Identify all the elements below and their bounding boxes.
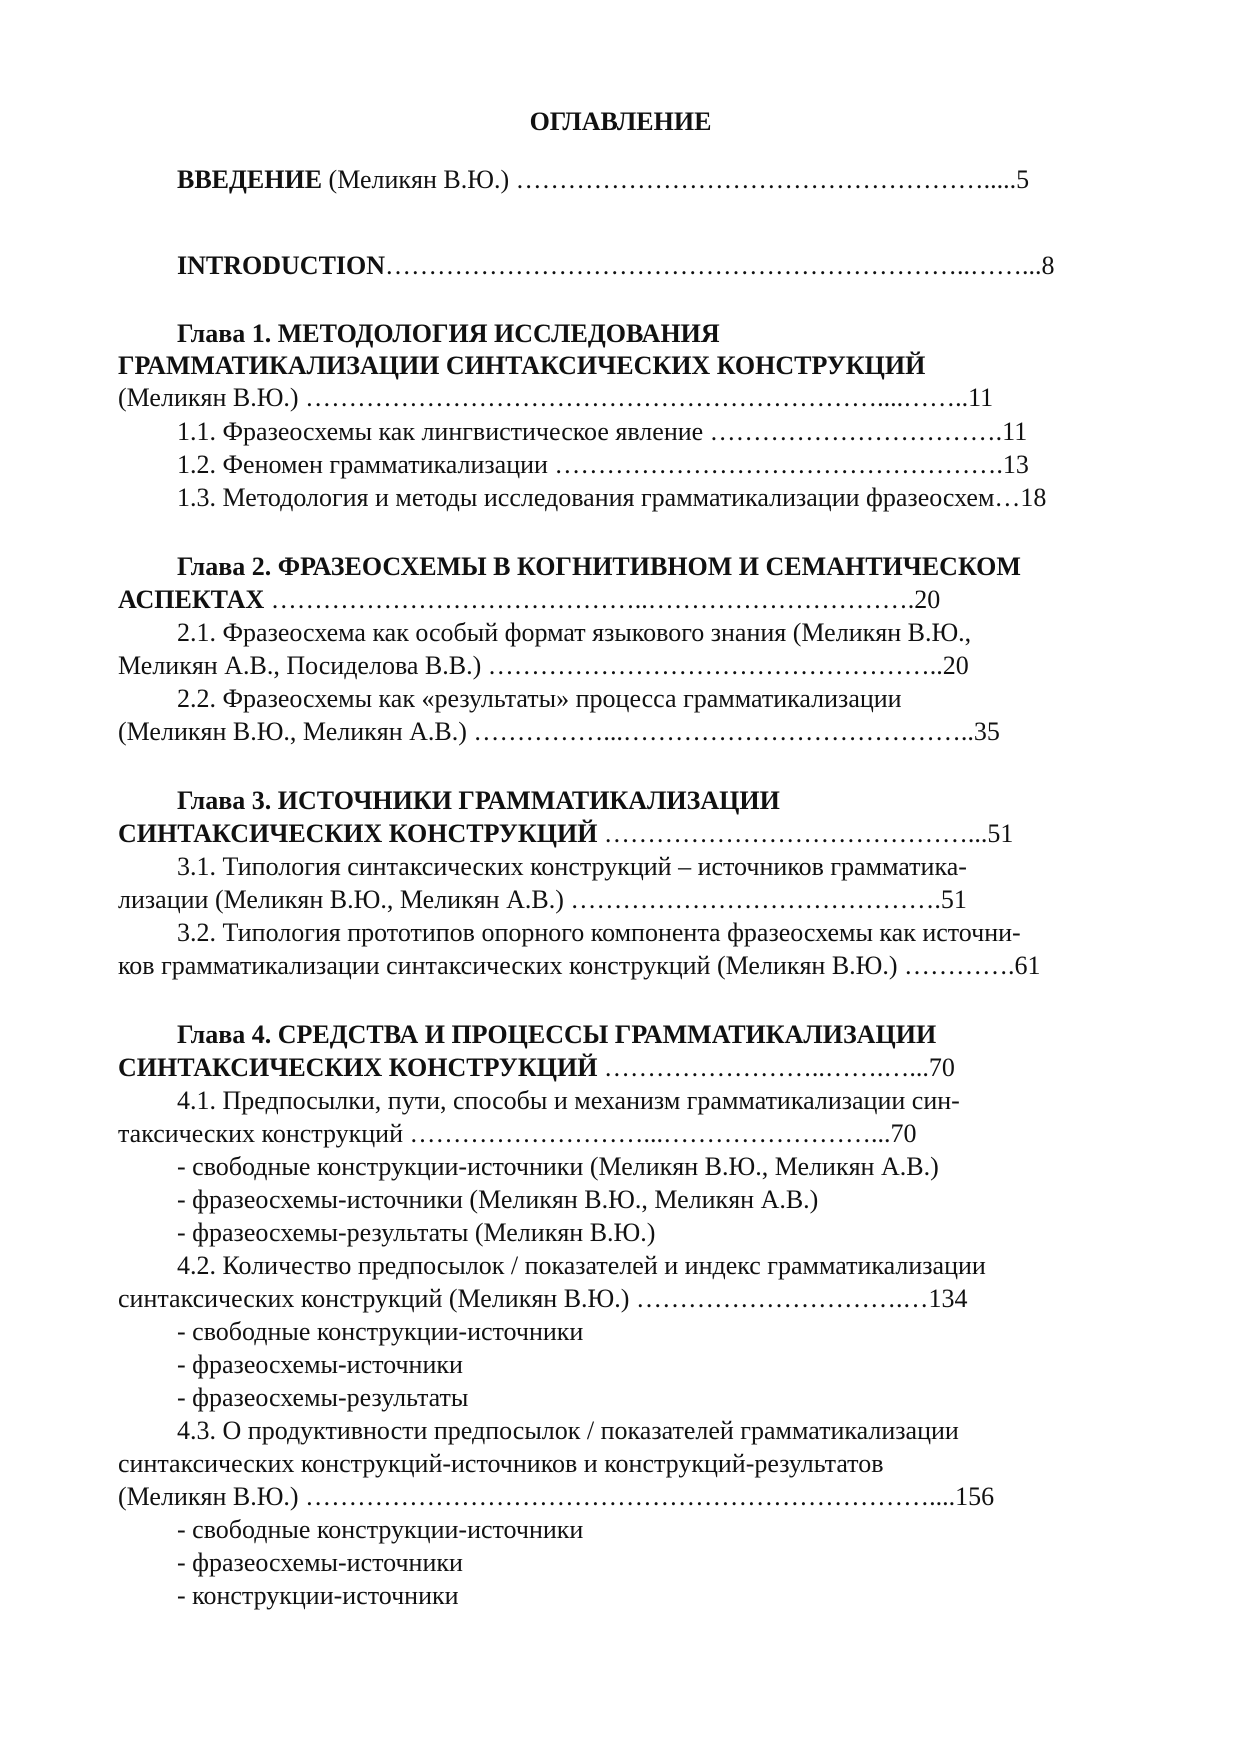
toc-entry-introduction-ru[interactable] xyxy=(177,164,1029,196)
chapter-4-title-line-2[interactable] xyxy=(118,1052,955,1084)
section-4-1-line-2[interactable]: таксических конструкций ………………………...……………………...70 xyxy=(118,1119,917,1148)
entry-label: СИНТАКСИЧЕСКИХ КОНСТРУКЦИЙ xyxy=(118,819,598,848)
section-1-2[interactable]: 1.2. Феномен грамматикализации …………………………………………….13 xyxy=(177,450,1029,479)
subitem: - фразеосхемы-источники (Меликян В.Ю., Меликян А.В.) xyxy=(177,1185,819,1214)
subitem: - фразеосхемы-результаты xyxy=(177,1383,469,1412)
section-4-2-line-1[interactable]: 4.2. Количество предпосылок / показателей и индекс грамматикализации xyxy=(177,1251,986,1280)
section-3-2-line-2[interactable]: ков грамматикализации синтаксических конструкций (Меликян В.Ю.) ………….61 xyxy=(118,951,1041,980)
entry-label: ВВЕДЕНИЕ xyxy=(177,165,323,194)
chapter-2-title-line-2[interactable] xyxy=(118,584,940,616)
entry-label: СИНТАКСИЧЕСКИХ КОНСТРУКЦИЙ xyxy=(118,1053,598,1082)
chapter-2-title-line-1[interactable]: Глава 2. ФРАЗЕОСХЕМЫ В КОГНИТИВНОМ И СЕМАНТИЧЕСКОМ xyxy=(177,552,1021,581)
subitem: - фразеосхемы-источники xyxy=(177,1548,463,1577)
chapter-1-author-line[interactable]: (Меликян В.Ю.) …………………………………………………………....……..11 xyxy=(118,383,994,412)
section-2-1-line-1[interactable]: 2.1. Фразеосхема как особый формат языкового знания (Меликян В.Ю., xyxy=(177,618,972,647)
toc-entry-introduction-en[interactable] xyxy=(177,250,1055,282)
subitem: - фразеосхемы-источники xyxy=(177,1350,463,1379)
section-4-3-line-2[interactable]: синтаксических конструкций-источников и конструкций-результатов xyxy=(118,1449,884,1478)
entry-text: …………………………………………………………..……...8 xyxy=(385,251,1055,280)
subitem: - свободные конструкции-источники xyxy=(177,1317,584,1346)
section-2-2-line-2[interactable]: (Меликян В.Ю., Меликян А.В.) ……………...…………………………………..35 xyxy=(118,717,1000,746)
chapter-4-title-line-1[interactable]: Глава 4. СРЕДСТВА И ПРОЦЕССЫ ГРАММАТИКАЛИЗАЦИИ xyxy=(177,1020,937,1049)
section-4-1-line-1[interactable]: 4.1. Предпосылки, пути, способы и механизм грамматикализации син- xyxy=(177,1086,960,1115)
entry-text: (Меликян В.Ю.) ……………………………………………….....5 xyxy=(322,165,1030,194)
chapter-3-title-line-2[interactable] xyxy=(118,818,1013,850)
section-1-1[interactable]: 1.1. Фразеосхемы как лингвистическое явление …………………………….11 xyxy=(177,417,1028,446)
subitem: - свободные конструкции-источники xyxy=(177,1515,584,1544)
chapter-3-title-line-1[interactable]: Глава 3. ИСТОЧНИКИ ГРАММАТИКАЛИЗАЦИИ xyxy=(177,786,780,815)
section-4-3-line-3[interactable]: (Меликян В.Ю.) ………………………………………………………………....156 xyxy=(118,1482,995,1511)
section-1-3[interactable]: 1.3. Методология и методы исследования грамматикализации фразеосхем…18 xyxy=(177,483,1047,512)
entry-text: ……………………..…….…...70 xyxy=(597,1053,955,1082)
section-3-1-line-2[interactable]: лизации (Меликян В.Ю., Меликян А.В.) …………………………………….51 xyxy=(118,885,967,914)
chapter-1-title-line-2[interactable]: ГРАММАТИКАЛИЗАЦИИ СИНТАКСИЧЕСКИХ КОНСТРУКЦИЙ xyxy=(118,351,926,380)
subitem: - фразеосхемы-результаты (Меликян В.Ю.) xyxy=(177,1218,656,1247)
section-4-2-line-2[interactable]: синтаксических конструкций (Меликян В.Ю.) ………………………….…134 xyxy=(118,1284,968,1313)
entry-text: ……………………………………...51 xyxy=(597,819,1014,848)
section-3-2-line-1[interactable]: 3.2. Типология прототипов опорного компонента фразеосхемы как источни- xyxy=(177,918,1021,947)
section-3-1-line-1[interactable]: 3.1. Типология синтаксических конструкций – источников грамматика- xyxy=(177,852,967,881)
section-2-1-line-2[interactable]: Меликян А.В., Посиделова В.В.) ……………………………………………..20 xyxy=(118,651,969,680)
entry-label: АСПЕКТАХ xyxy=(118,585,265,614)
subitem: - конструкции-источники xyxy=(177,1581,459,1610)
entry-text: ……………………………………..………………………….20 xyxy=(264,585,941,614)
subitem: - свободные конструкции-источники (Меликян В.Ю., Меликян А.В.) xyxy=(177,1152,939,1181)
entry-label: INTRODUCTION xyxy=(177,251,386,280)
page-title: ОГЛАВЛЕНИЕ xyxy=(529,107,712,136)
chapter-1-title-line-1[interactable]: Глава 1. МЕТОДОЛОГИЯ ИССЛЕДОВАНИЯ xyxy=(177,319,720,348)
section-4-3-line-1[interactable]: 4.3. О продуктивности предпосылок / показателей грамматикализации xyxy=(177,1416,959,1445)
section-2-2-line-1[interactable]: 2.2. Фразеосхемы как «результаты» процесса грамматикализации xyxy=(177,684,902,713)
